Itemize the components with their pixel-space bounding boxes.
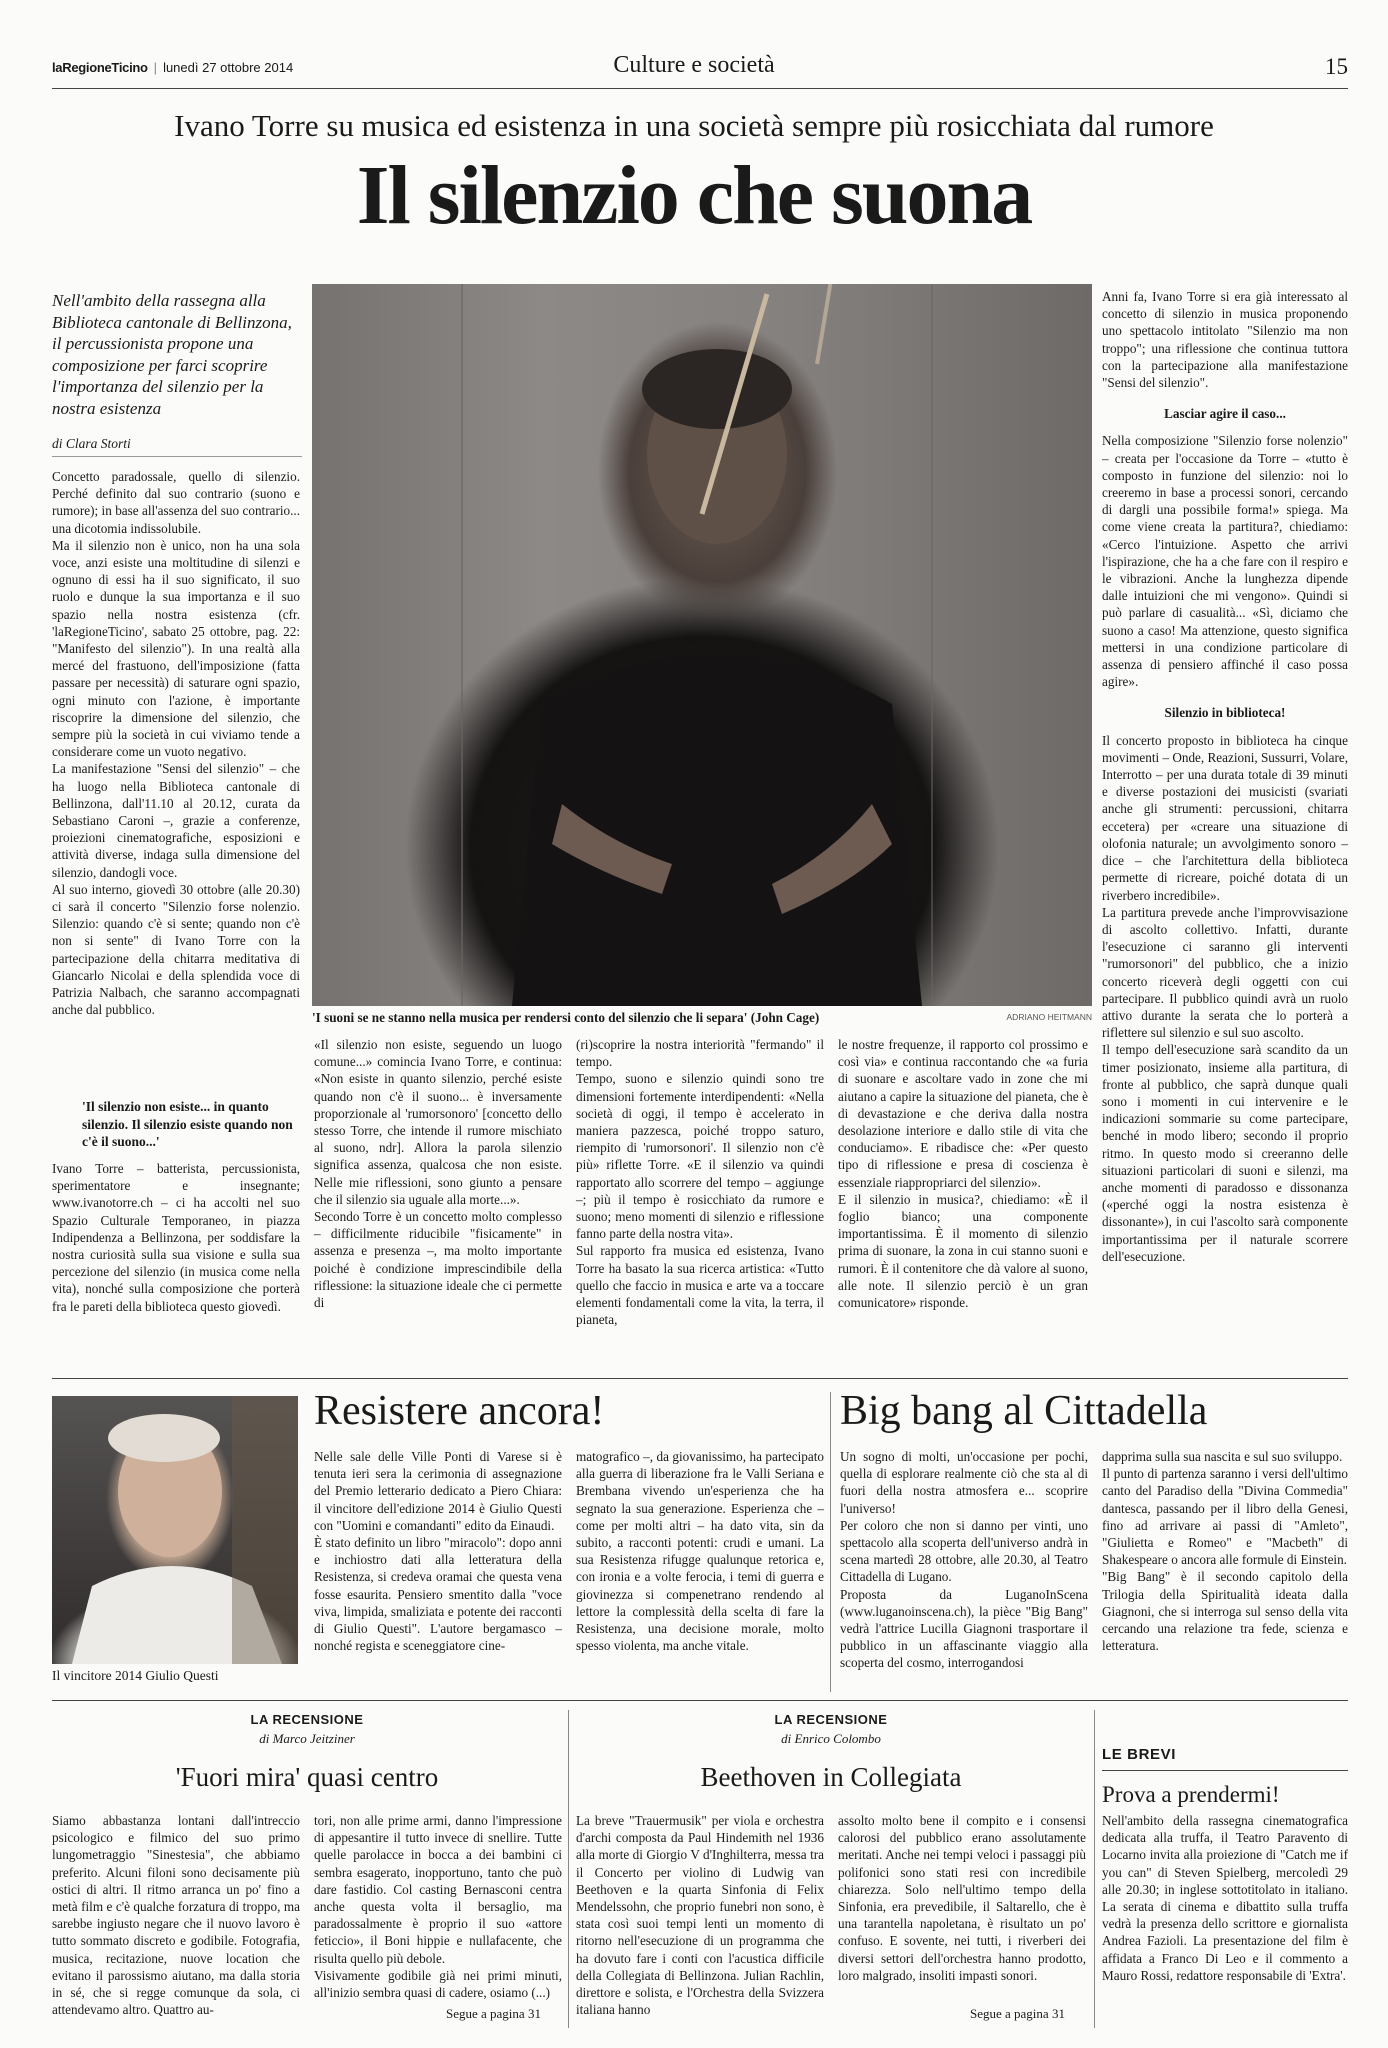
paragraph: Ivano Torre – batterista, percussionista, sperimentatore e insegnante; www.ivanotorre.ch – ci ha accolti nel suo Spazio Culturale Temporaneo, in piazza Indipendenza a Bellinzona, per soddisfare la nostra curiosità sulla sua visione e sulla sua percezione del silenzio (in musica come nella vita), nonché sulla composizione che porterà fra le pareti della biblioteca questo giovedì.	[52, 1161, 300, 1314]
review2-column-1	[576, 1812, 824, 2018]
resistere-column-1	[314, 1448, 562, 1654]
page-number: 15	[1325, 54, 1348, 79]
paragraph: Proposta da LuganoInScena (www.luganoinscena.ch), la pièce "Big Bang" vedrà l'attrice Lucilla Giagnoni trasportare il pubblico in un affascinante viaggio alla scoperta del cosmo, interrogandosi	[840, 1586, 1088, 1671]
paragraph: (ri)scoprire la nostra interiorità "fermando" il tempo.	[576, 1037, 824, 1070]
column-divider	[830, 1392, 831, 1692]
review-kicker: LA RECENSIONE	[774, 1712, 888, 1727]
paragraph: Secondo Torre è un concetto molto complesso – difficilmente riducibile "fisicamente" in assenza e presenza –, ma molto importante poiché è condizione imprescindibile della riflessione: la situazione ideale che ci permette di	[314, 1209, 562, 1311]
paragraph: Il concerto proposto in biblioteca ha cinque movimenti – Onde, Reazioni, Sussurri, Volare, Interrotto – per una durata totale di 39 minuti e diverse postazioni dei musicisti (svariati anche gli strumenti: percussioni, chitarra eccetera) per «creare una situazione di olofonia naturale; un avvolgimento sonoro – dice – che l'architettura della biblioteca permette di ricreare, poiché dotata di un riverbero incredibile».	[1102, 732, 1349, 903]
paragraph: Un sogno di molti, un'occasione per pochi, quella di esplorare realmente ciò che sta al di fuori della nostra atmosfera e... scoprire l'universo!	[840, 1449, 1088, 1516]
paragraph: Al suo interno, giovedì 30 ottobre (alle 20.30) ci sarà il concerto "Silenzio forse nolenzio. Silenzio: quando c'è si sente; quando non c'è non si sente" di Ivano Torre con la partecipazione della chitarra meditativa di Giancarlo Nicolai e della splendida voce di Patrizia Nalbach, che saranno accompagnati anche dal pubblico.	[52, 881, 300, 1018]
paragraph: Nella composizione "Silenzio forse nolenzio" – creata per l'occasione da Torre – «tutto è composto in funzione del silenzio: noi lo creeremo in base a processi sonori, cercando di dargli una possibile forma!» spiega. Ma come viene creata la partitura?, chiediamo: «Cerco l'intuizione. Aspetto che arrivi l'ispirazione, che ha a che fare con il respiro e le vibrazioni. Anche la lunghezza dipende dalle intuizioni che mi vengono». Quindi si può parlare di casualità... «Sì, diciamo che suono a caso! Ma attenzione, questo significa mettersi in una condizione particolare di assenza di pensiero affinché il caso possa agire».	[1102, 433, 1348, 690]
brevi-label: LE BREVI	[1102, 1746, 1176, 1763]
caption-text: 'I suoni se ne stanno nella musica per rendersi conto del silenzio che li separa' (John Cage)	[312, 1010, 820, 1025]
paragraph: E il silenzio in musica?, chiediamo: «È il foglio bianco; una componente importantissima. È il momento di silenzio prima di suonare, la zona in cui stanno suoni e rumori. È il contenitore che dà valore al suono, alle note. Il silenzio perciò è un gran comunicatore» risponde.	[838, 1191, 1088, 1311]
photo-credit: ADRIANO HEITMANN	[1006, 1012, 1092, 1022]
issue-date: lunedì 27 ottobre 2014	[163, 60, 294, 75]
paragraph: Visivamente godibile già nei primi minuti, all'inizio sembra quasi di cadere, osiamo (...)	[314, 1967, 562, 2001]
continued-on-page: Segue a pagina 31	[446, 2006, 541, 2021]
paragraph: Il tempo dell'esecuzione sarà scandito da un timer posizionato, insieme alla partitura, di fronte al pubblico, che saprà dunque quali sono i momenti in cui intervenire e le indicazioni sommarie su come partecipare, benché in modo libero; secondo il proprio ritmo. In questo modo si creeranno delle situazioni particolari di suoni e silenzi, ma anche momenti di paradosso e dissonanza («perché oggi la nostra esistenza è dissonante»), in cui l'ascolto sarà componente importantissima per il naturale scorrere dell'esecuzione.	[1102, 1042, 1348, 1264]
article-column-2	[314, 1036, 562, 1311]
paragraph: Ma il silenzio non è unico, non ha una sola voce, anzi esiste una moltitudine di silenzi e ognuno di essi ha il suo significato, il suo ruolo e dunque la sua importanza e il suo spazio nella nostra esistenza (cfr. 'laRegioneTicino', sabato 25 ottobre, pag. 22: "Manifesto del silenzio"). In una realtà alla mercé del frastuono, dell'imposizione (fatta passare per necessità) di saturare ogni spazio, ogni minuto con l'azione, è importante riscoprire la dimensione del silenzio, che sempre più la società in cui viviamo tende a considerare come un vuoto negativo.	[52, 537, 300, 760]
bigbang-column-1	[840, 1448, 1088, 1672]
review-author: di Marco Jeitziner	[259, 1731, 355, 1746]
subheading: Lasciar agire il caso...	[1164, 406, 1286, 422]
paragraph: La partitura prevede anche l'improvvisazione di ascolto collettivo. Infatti, durante l'esecuzione ci saranno gli interventi "rumorsonori" del pubblico, che a inizio concerto riceverà degli oggetti con cui partecipare. Il pubblico quindi avrà un ruolo attivo durante la serata che lo porterà a riflettere sul silenzio e sul suo ascolto.	[1102, 904, 1348, 1041]
section-divider	[52, 1378, 1348, 1379]
review-title: Beethoven in Collegiata	[700, 1762, 962, 1792]
paragraph: dapprima sulla sua nascita e sul suo sviluppo.	[1102, 1449, 1343, 1464]
review-kicker: LA RECENSIONE	[250, 1712, 364, 1727]
header-rule	[52, 88, 1348, 89]
review1-column-2	[314, 1812, 562, 2001]
review-title: 'Fuori mira' quasi centro	[175, 1762, 439, 1792]
column-divider	[1094, 1710, 1095, 2028]
pull-quote: 'Il silenzio non esiste... in quanto silenzio. Il silenzio esiste quando non c'è il suono...'	[82, 1099, 293, 1149]
review-author: di Enrico Colombo	[781, 1731, 881, 1746]
article-byline: di Clara Storti	[52, 436, 131, 451]
column-divider	[568, 1710, 569, 2028]
article-overtitle: Ivano Torre su musica ed esistenza in una società sempre più rosicchiata dal rumore	[174, 108, 1214, 143]
paragraph: assolto molto bene il compito e i consensi calorosi del pubblico erano assolutamente meritati. Anche nei tempi veloci i passaggi più polifonici sono stati resi con incredibile chiarezza. Solo nell'ultimo tempo della Sinfonia, era prevedibile, il Saltarello, che è una tarantella napoletana, è risultato un po' confuso. E sovente, nei tutti, i riverberi dei diversi settori dell'orchestra hanno prodotto, loro malgrado, insoliti impasti sonori.	[838, 1813, 1086, 1983]
paragraph: Sul rapporto fra musica ed esistenza, Ivano Torre ha basato la sua ricerca artistica: «Tutto quello che faccio in musica e arte va a toccare elementi fondamentali come la vita, la terra, il pianeta,	[576, 1243, 824, 1328]
header-separator: |	[153, 60, 158, 75]
article-column-3	[576, 1036, 824, 1328]
portrait-illustration	[52, 1396, 298, 1664]
review2-column-2	[838, 1812, 1086, 1984]
photo-caption-questi: Il vincitore 2014 Giulio Questi	[52, 1668, 219, 1683]
review1-column-1	[52, 1812, 300, 2018]
paragraph: Per coloro che non si danno per vinti, uno spettacolo alla scoperta dell'universo andrà in scena martedì 28 ottobre, alle 20.30, al Teatro Cittadella di Lugano.	[840, 1517, 1088, 1585]
headline-resistere: Resistere ancora!	[314, 1388, 605, 1434]
paragraph: La breve "Trauermusik" per viola e orchestra d'archi composta da Paul Hindemith nel 1936 alla morte di Giorgio V d'Inghilterra, messa tra il Concerto per violino di Ludwig van Beethoven e la quarta Sinfonia di Felix Mendelssohn, che proprio funebri non sono, è stata così suoi tempi lenti un momento di ritorno nell'esecuzione di un programma che ha dovuto fare i conti con l'acustica difficile della Collegiata di Bellinzona. Julian Rachlin, direttore e solista, e l'Orchestra della Svizzera italiana hanno	[576, 1813, 824, 2018]
paragraph: Nell'ambito della rassegna cinematografica dedicata alla truffa, il Teatro Paravento di Locarno invita alla proiezione di "Catch me if you can" di Steven Spielberg, mercoledì 29 alle 20.30; in inglese sottotitolato in italiano. La serata di cinema e dibattito sulla truffa vedrà la presenza dello scrittore e giornalista Andrea Fazioli. La presentazione del film è affidata a Franco Di Leo e il commento a Mauro Rossi, redattore responsabile di 'Extra'.	[1102, 1813, 1348, 1983]
article-column-1-continued	[52, 1160, 300, 1315]
subheading: Silenzio in biblioteca!	[1164, 705, 1286, 721]
paragraph: tori, non alle prime armi, danno l'impressione di appesantire il tutto invece di snellire. Tutte quelle parolacce in bocca a dei bambini ci sembra esagerato, inopportuno, tanto che può dare fastidio. Col casting Bernasconi centra anche questa volta il bersaglio, ma paradossalmente è proprio il suo «attore feticcio», il Boni hippie e nullafacente, che risulta quello più debole.	[314, 1813, 562, 1966]
brevi-text	[1102, 1812, 1348, 1984]
newspaper-brand: laRegioneTicino	[52, 60, 148, 75]
brevi-rule	[1102, 1770, 1348, 1771]
article-title: Il silenzio che suona	[356, 149, 1032, 242]
paragraph: "Big Bang" è il secondo capitolo della Trilogia della Spiritualità ideata dalla Giagnoni, che si interroga sul senso della vita cercando una relazione tra fede, scienza e letteratura.	[1102, 1569, 1348, 1654]
paragraph: È stato definito un libro "miracolo": dopo anni e inchiostro dati alla letteratura della Resistenza, si credeva oramai che questa vena fosse esaurita. Pensiero smentito dalla "voce viva, limpida, smaliziata e potente dei racconti di Giulio Questi". L'autore bergamasco – nonché regista e sceneggiatore cine-	[314, 1535, 562, 1654]
paragraph: Siamo abbastanza lontani dall'intreccio psicologico e filmico del suo primo lungometraggio "Sinestesia", che abbiamo preferito. Alcuni filoni sono decisamente più ostici di altri. Il ritmo arranca un po' fino a metà film e c'è qualche forzatura di troppo, ma sarebbe ingiusto negare che il nuovo lavoro è tutto sommato discreto e godibile. Fotografia, musica, recitazione, nuove location che evitano il parossismo aiutano, ma dalla storia in sé, che si regge comunque da sola, ci attendevamo altro. Quattro au-	[52, 1813, 300, 2018]
main-photo-caption	[312, 1010, 1092, 1026]
section-name: Culture e società	[613, 52, 775, 78]
photo-giulio-questi	[52, 1396, 298, 1664]
byline-rule	[52, 456, 302, 457]
bigbang-column-2	[1102, 1448, 1348, 1654]
article-column-1	[52, 468, 300, 1019]
paragraph: matografico –, da giovanissimo, ha partecipato alla guerra di liberazione fra le Valli Seriana e Brembana vivendo un'esperienza che ha segnato la sua generazione. Esperienza che – come per molti altri – ha dato vita, sin da subito, a racconti potenti: crudi e umani. La sua Resistenza rifugge qualunque retorica e, con ironia e a volte ferocia, i temi di guerra e giovinezza si compenetrano rendendo al lettore la complessità della scelta di fare la Resistenza, una decisione morale, molto spesso violenta, ma anche vitale.	[576, 1449, 824, 1654]
paragraph: Il punto di partenza saranno i versi dell'ultimo canto del Paradiso della "Divina Commedia" dantesca, passando per il libro della Genesi, fino ad arrivare ai passi di "Amleto", "Giulietta e Romeo" e "Macbeth" di Shakespeare o ancora alle formule di Einstein.	[1102, 1466, 1348, 1568]
continued-on-page: Segue a pagina 31	[970, 2006, 1065, 2021]
article-column-5	[1102, 288, 1348, 1265]
main-photo-ivano-torre	[312, 284, 1092, 1006]
article-lead: Nell'ambito della rassegna alla Biblioteca cantonale di Bellinzona, il percussionista propone una composizione per farci scoprire l'importanza del silenzio per la nostra esistenza	[52, 291, 292, 418]
paragraph: Tempo, suono e silenzio quindi sono tre dimensioni fortemente interdipendenti: «Nella società di oggi, il tempo è accelerato in maniera pazzesca, poiché troppo saturo, riempito di 'rumorsonori'. Il silenzio non c'è più» riflette Torre. «E il silenzio va quindi rapportato allo scorrere del tempo – aggiunge –; più il tempo è rosicchiato da rumore e suono; meno momenti di silenzio e riflessione fanno parte della nostra vita».	[576, 1071, 824, 1242]
paragraph: La manifestazione "Sensi del silenzio" – che ha luogo nella Biblioteca cantonale di Bellinzona, dall'11.10 al 20.12, curata da Sebastiano Caroni –, grazie a conferenze, proiezioni cinematografiche, esposizioni e attività diverse, indaga sulla dimensione del silenzio, dandogli voce.	[52, 761, 300, 880]
paragraph: «Il silenzio non esiste, seguendo un luogo comune...» comincia Ivano Torre, e continua: «Non esiste in quanto silenzio, perché esiste quando non c'è il suono... è inversamente proporzionale al 'rumorsonoro' [concetto dello stesso Torre, che intende il rumore mischiato al suono, ndr]. Allora la parola silenzio significa assenza, qualcosa che non esiste. Nelle mie riflessioni, sono giunto a pensare che il silenzio sia uguale alla morte...».	[314, 1037, 562, 1207]
paragraph: Nelle sale delle Ville Ponti di Varese si è tenuta ieri sera la cerimonia di assegnazione del Premio letterario dedicato a Piero Chiara: il vincitore dell'edizione 2014 è Giulio Questi con "Uomini e comandanti" edito da Einaudi.	[314, 1449, 562, 1533]
paragraph: Anni fa, Ivano Torre si era già interessato al concetto di silenzio in musica proponendo uno spettacolo intitolato "Silenzio ma non troppo"; una riflessione che continua tuttora con la partecipazione alla manifestazione "Sensi del silenzio".	[1102, 289, 1348, 391]
brevi-title: Prova a prendermi!	[1102, 1782, 1280, 1807]
section-divider	[52, 1700, 1348, 1701]
drummer-illustration	[312, 284, 1092, 1006]
paragraph: le nostre frequenze, il rapporto col prossimo e così via» e continua raccontando che «a furia di suonare e ascoltare vado in zone che mi aiutano a capire la situazione del pianeta, che è di devastazione e che deriva dalla nostra desolazione interiore e dallo stile di vita che conduciamo». E ribadisce che: «Per questo tipo di riflessione e presa di coscienza è essenziale riappropriarci del silenzio».	[838, 1037, 1088, 1190]
paragraph: Concetto paradossale, quello di silenzio. Perché definito dal suo contrario (suono e rumore); in base all'assenza del suo contrario... una dicotomia indissolubile.	[52, 469, 300, 536]
article-column-4	[838, 1036, 1088, 1311]
headline-bigbang: Big bang al Cittadella	[840, 1388, 1208, 1434]
resistere-column-2	[576, 1448, 824, 1654]
